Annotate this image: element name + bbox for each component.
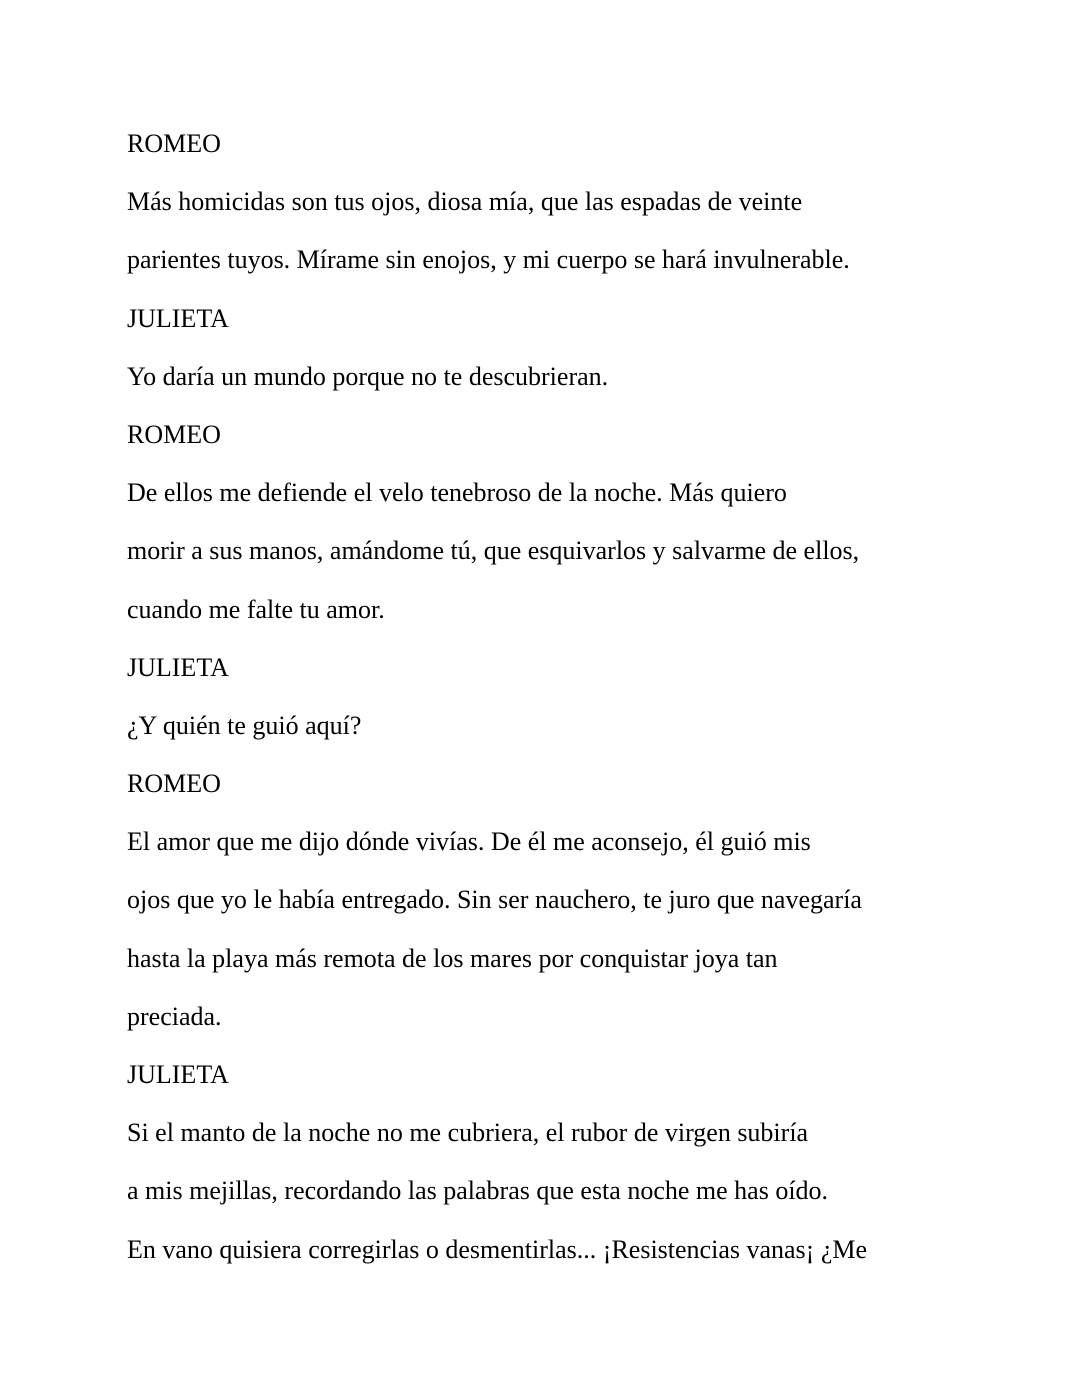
dialogue-line: ¿Y quién te guió aquí? xyxy=(127,710,362,740)
speaker-name: JULIETA xyxy=(127,1060,229,1089)
dialogue-line: preciada. xyxy=(127,1001,222,1031)
dialogue-line: Más homicidas son tus ojos, diosa mía, que las espadas de veinte xyxy=(127,187,803,217)
document-page xyxy=(127,115,927,1279)
dialogue-line: Yo daría un mundo porque no te descubrieran. xyxy=(127,361,609,391)
speaker-name: ROMEO xyxy=(127,419,221,449)
dialogue-line: parientes tuyos. Mírame sin enojos, y mi cuerpo se hará invulnerable. xyxy=(127,245,850,275)
speaker-name: ROMEO xyxy=(127,769,221,799)
speaker-name: JULIETA xyxy=(127,652,229,682)
dialogue-line: El amor que me dijo dónde vivías. De él me aconsejo, él guió mis xyxy=(127,827,811,857)
dialogue-line: a mis mejillas, recordando las palabras que esta noche me has oído. xyxy=(127,1176,829,1206)
dialogue-line: De ellos me defiende el velo tenebroso de la noche. Más quiero xyxy=(127,478,787,508)
speaker-name: ROMEO xyxy=(127,129,221,158)
dialogue-line: morir a sus manos, amándome tú, que esquivarlos y salvarme de ellos, xyxy=(127,536,860,566)
dialogue-line: En vano quisiera corregirlas o desmentirlas... ¡Resistencias vanas¡ ¿Me xyxy=(127,1234,868,1264)
dialogue-line: cuando me falte tu amor. xyxy=(127,594,385,624)
dialogue-line: hasta la playa más remota de los mares por conquistar joya tan xyxy=(127,943,778,973)
dialogue-line: ojos que yo le había entregado. Sin ser nauchero, te juro que navegaría xyxy=(127,885,862,915)
dialogue-line: Si el manto de la noche no me cubriera, el rubor de virgen subiría xyxy=(127,1118,809,1148)
speaker-name: JULIETA xyxy=(127,303,229,333)
